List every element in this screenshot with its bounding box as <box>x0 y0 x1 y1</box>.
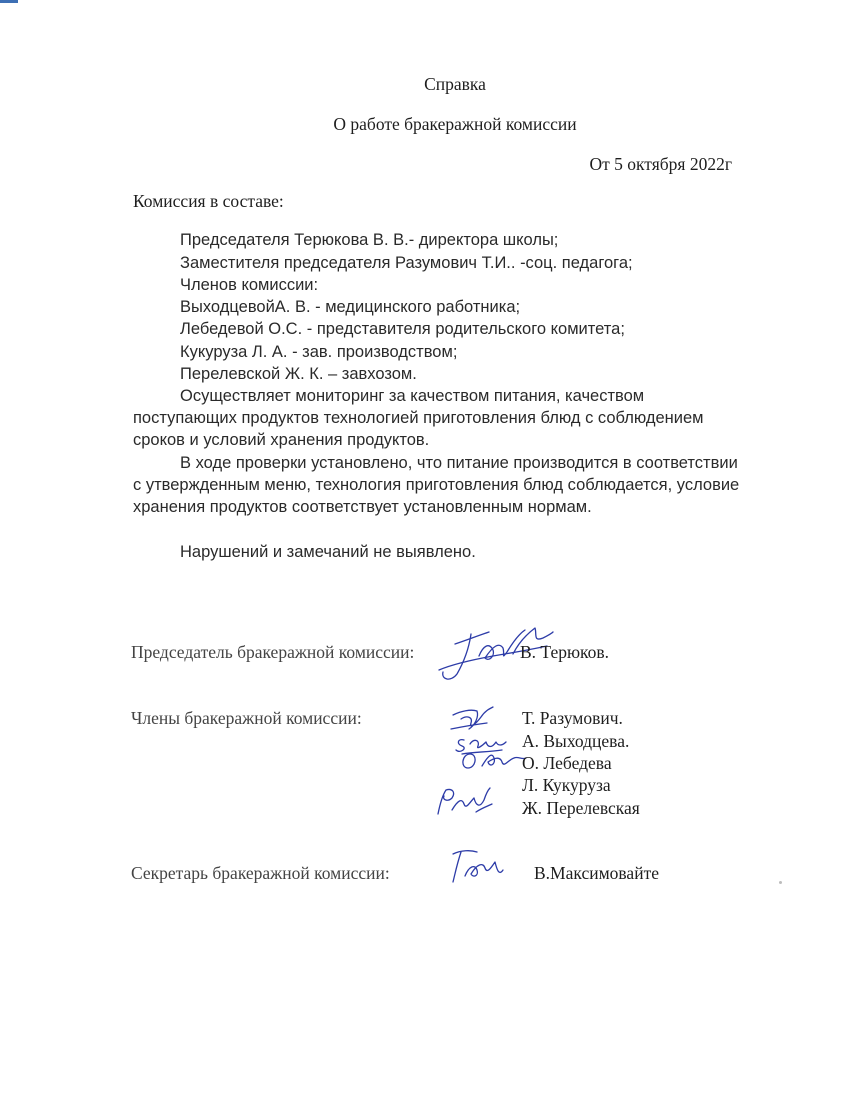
chairman-label: Председатель бракеражной комиссии: <box>131 642 415 662</box>
secretary-label: Секретарь бракеражной комиссии: <box>131 863 390 883</box>
member-line: Председателя Терюкова В. В.- директора школы; <box>180 231 559 249</box>
findings-paragraph: В ходе проверки установлено, что питание производится в соответствии с утвержденным меню, технология приготовления блюд соблюдается, условие хранения продуктов соответствует установленным нормам. <box>133 454 740 516</box>
member-line: ВыходцевойА. В. - медицинского работника; <box>180 298 521 316</box>
secretary-signature <box>447 846 507 886</box>
member-signature-lebedeva <box>458 748 530 774</box>
member-line: Кукуруза Л. А. - зав. производством; <box>180 343 458 361</box>
member-line: Лебедевой О.С. - представителя родительского комитета; <box>180 320 625 338</box>
document-subtitle: О работе бракеражной комиссии <box>333 114 577 134</box>
monitoring-paragraph: Осуществляет мониторинг за качеством питания, качеством поступающих продуктов технологией приготовления блюд с соблюдением сроков и условий хранения продуктов. <box>133 387 704 449</box>
document-date: От 5 октября 2022г <box>589 154 732 174</box>
member-name: Ж. Перелевская <box>522 798 640 818</box>
members-label: Члены бракеражной комиссии: <box>131 708 362 728</box>
scan-speck <box>779 881 782 884</box>
member-name: А. Выходцева. <box>522 731 630 751</box>
scan-edge-mark <box>0 0 18 3</box>
member-name: Т. Разумович. <box>522 708 623 728</box>
member-signature-perelevskaya <box>430 784 496 820</box>
conclusion-paragraph: Нарушений и замечаний не выявлено. <box>180 543 476 561</box>
member-name: Л. Кукуруза <box>522 775 611 795</box>
committee-intro: Комиссия в составе: <box>133 191 284 211</box>
member-line: Заместителя председателя Разумович Т.И.. -соц. педагога; <box>180 254 633 272</box>
chairman-name: В. Терюков. <box>520 642 610 662</box>
member-line: Членов комиссии: <box>180 276 319 294</box>
member-name: О. Лебедева <box>522 753 612 773</box>
document-title: Справка <box>424 74 486 94</box>
secretary-name: В.Максимовайте <box>534 863 659 883</box>
member-line: Перелевской Ж. К. – завхозом. <box>180 365 417 383</box>
